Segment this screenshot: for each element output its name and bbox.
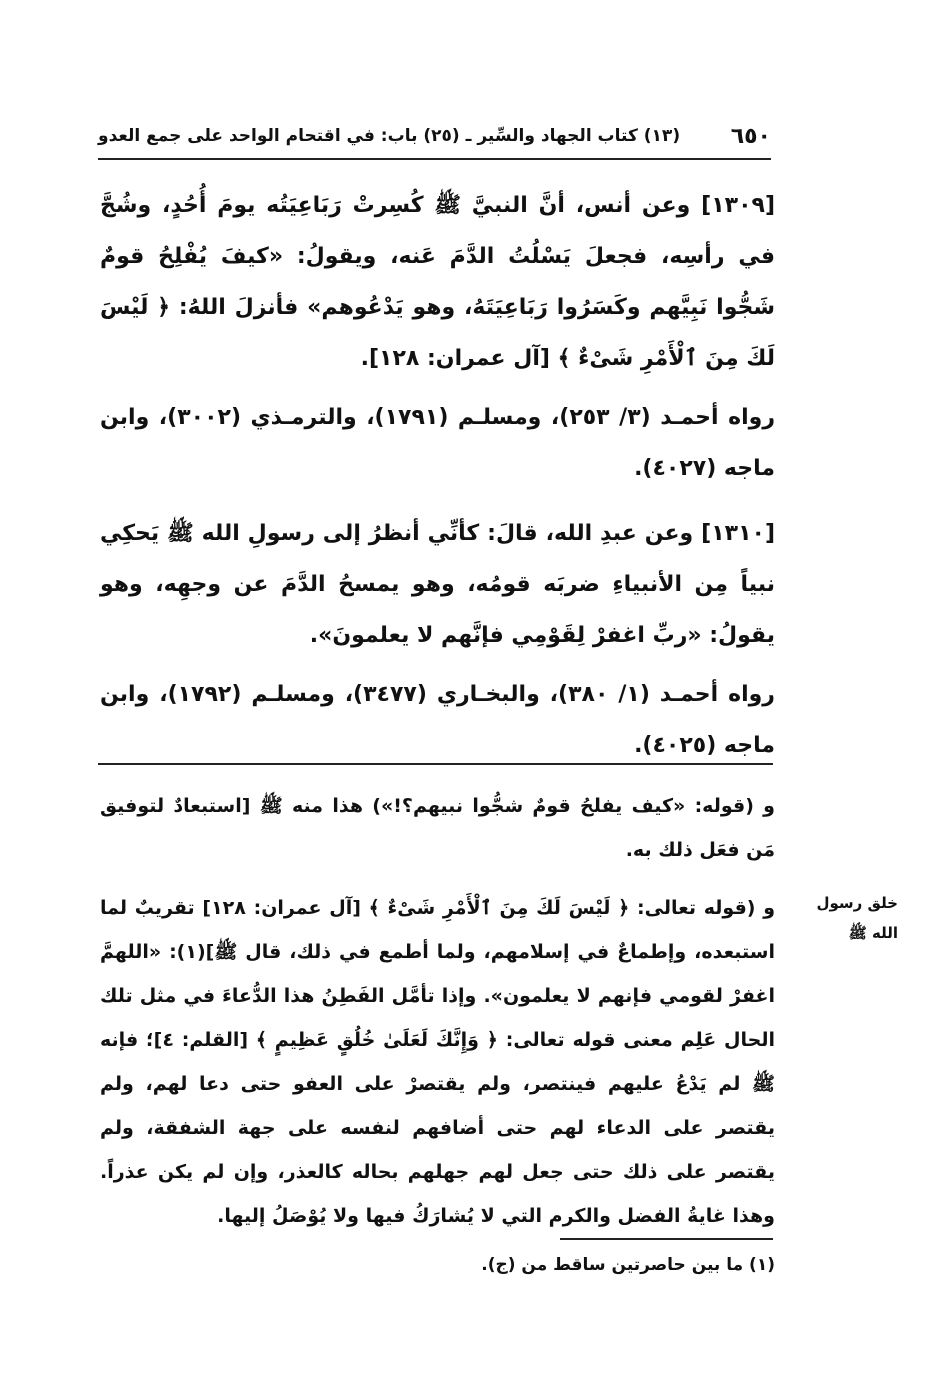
hadith-section bbox=[100, 180, 775, 785]
hadith-1309-source: رواه أحمـد (٣/ ٢٥٣)، ومسلـم (١٧٩١)، والترمـذي (٣٠٠٢)، وابن ماجه (٤٠٢٧). bbox=[100, 405, 775, 481]
page-number: ٦٥٠ bbox=[730, 123, 771, 149]
commentary-paragraph: و (قوله تعالى: ﴿ لَيْسَ لَكَ مِنَ ٱلْأَمْرِ شَىْءٌ ﴾ [آل عمران: ١٢٨] تقريبٌ لما استبعده، وإطماعٌ في إسلامهم، ولما أطمع في ذلك، قال ﷺ](١): «اللهمَّ اغفرْ لقومي فإنهم لا يعلمون». وإذا تأمَّل الفَطِنُ هذا الدُّعاءَ في مثل تلك الحال عَلِم معنى قوله تعالى: ﴿ وَإِنَّكَ لَعَلَىٰ خُلُقٍ عَظِيمٍ ﴾ [القلم: ٤]؛ فإنه ﷺ لم يَدْعُ عليهم فينتصر، ولم يقتصرْ على العفو حتى دعا لهم، ولم يقتصر على الدعاء لهم حتى أضافهم لنفسه على جهة الشفقة، ولم يقتصر على ذلك حتى جعل لهم جهلهم بحاله كالعذر، وإن لم يكن عذراً. وهذا غايةُ الفضل والكرم التي لا يُشارَكُ فيها ولا يُوْصَلُ إليها. bbox=[100, 897, 776, 1227]
footnote-divider bbox=[560, 1238, 773, 1240]
commentary-paragraph: و (قوله: «كيف يفلحُ قومٌ شجُّوا نبيهم؟!») هذا منه ﷺ [استبعادٌ لتوفيق مَن فعَل ذلك به. bbox=[100, 795, 775, 861]
hadith-1310-text: [١٣١٠] وعن عبدِ الله، قالَ: كأنِّي أنظرُ إلى رسولِ الله ﷺ يَحكِي نبياً مِن الأنبياءِ ضربَه قومُه، وهو يمسحُ الدَّمَ عن وجهِه، وهو يقولُ: «ربِّ اغفرْ لِقَوْمِي فإنَّهم لا يعلمونَ». bbox=[100, 521, 775, 648]
running-title: (١٣) كتاب الجهاد والسِّير ـ (٢٥) باب: في اقتحام الواحد على جمع العدو bbox=[98, 126, 681, 146]
commentary-section bbox=[100, 784, 775, 1238]
hadith-1309-text: [١٣٠٩] وعن أنس، أنَّ النبيَّ ﷺ كُسِرتْ رَبَاعِيَتُه يومَ أُحُدٍ، وشُجَّ في رأسِه، فجعلَ يَسْلُتُ الدَّمَ عَنه، ويقولُ: «كيفَ يُفْلِحُ قومٌ شَجُّوا نَبِيَّهم وكَسَرُوا رَبَاعِيَتَهُ، وهو يَدْعُوهم» فأنزلَ اللهُ: ﴿ لَيْسَ لَكَ مِنَ ٱلْأَمْرِ شَىْءٌ ﴾ [آل عمران: ١٢٨]. bbox=[100, 193, 775, 371]
hadith-1310-source: رواه أحمـد (١/ ٣٨٠)، والبخـاري (٣٤٧٧)، ومسلـم (١٧٩٢)، وابن ماجه (٤٠٢٥). bbox=[100, 682, 775, 758]
section-divider bbox=[98, 763, 773, 765]
margin-note: خلق رسول الله ﷺ bbox=[816, 894, 898, 942]
footnote: (١) ما بين حاصرتين ساقط من (ج). bbox=[481, 1255, 775, 1275]
page-header bbox=[98, 118, 771, 160]
